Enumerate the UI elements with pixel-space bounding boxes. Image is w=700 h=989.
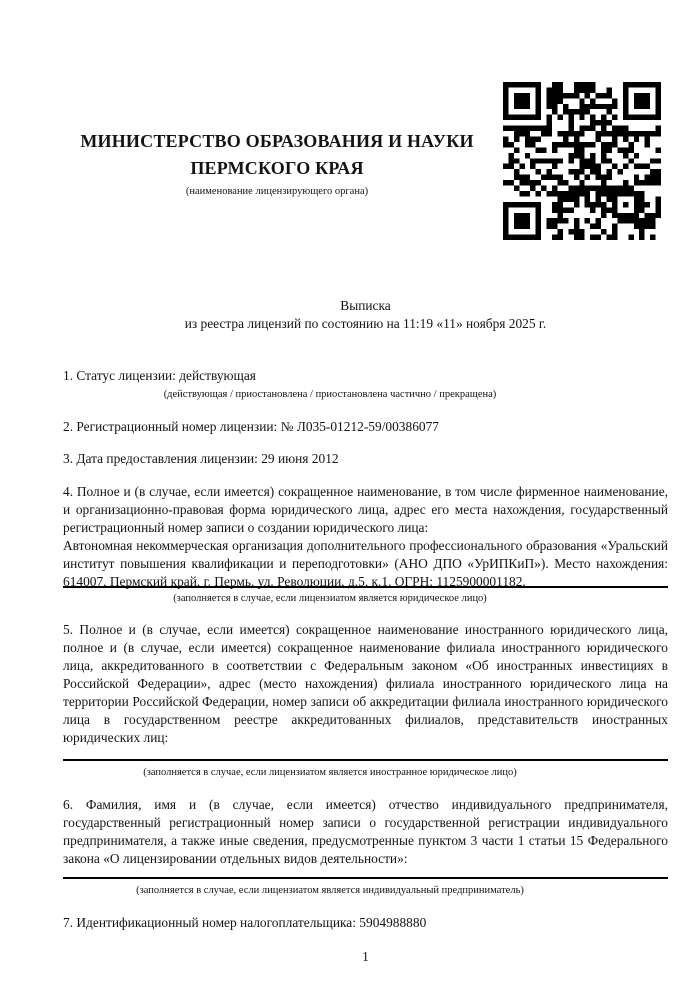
item-individual-entrepreneur-heading: 6. Фамилия, имя и (в случае, если имеется) отчество индивидуального предпринимателя, государственный регистрационный номер записи о государственной регистрации индивидуального предпринимателя, а также иные сведения, предусмотренные пунктом 3 части 1 статьи 15 Федерального закона «О лицензировании отдельных видов деятельности»: [63, 797, 668, 866]
ministry-name-line1: МИНИСТЕРСТВО ОБРАЗОВАНИЯ И НАУКИ [80, 131, 474, 151]
ministry-name-line2: ПЕРМСКОГО КРАЯ [190, 158, 364, 178]
qr-code [503, 82, 661, 240]
item-legal-entity-heading: 4. Полное и (в случае, если имеется) сокращенное наименование, в том числе фирменное наименование, и организационно-правовая форма юридического лица, адрес его места нахождения, государственный регистрационный номер записи о создании юридического лица: [63, 484, 668, 535]
divider-foreign-entity [63, 759, 668, 761]
item-legal-entity-value: Автономная некоммерческая организация дополнительного профессионального образования «Уральский институт повышения квалификации и переподготовки» (АНО ДПО «УрИПКиП»). Место нахождения: 614007, Пермский край, г. Пермь, ул. Революции, д.5, к.1. ОГРН: 1125900001182. [63, 538, 668, 589]
item-license-status: 1. Статус лицензии: действующая [63, 368, 256, 383]
item-foreign-entity-heading: 5. Полное и (в случае, если имеется) сокращенное наименование иностранного юридического лица, полное и (в случае, если имеется) сокращенное наименование филиала иностранного юридического лица, аккредитованного в соответствии с Федеральным законом «Об иностранных инвестициях в Российской Федерации», адрес (место нахождения) филиала иностранного юридического лица на территории Российской Федерации, номер записи об аккредитации филиала иностранного юридического лица в государственном реестре аккредитованных филиалов, представительств иностранных юридических лиц: [63, 622, 668, 745]
item-legal-entity-note: (заполняется в случае, если лицензиатом является юридическое лицо) [173, 593, 487, 604]
item-taxpayer-id: 7. Идентификационный номер налогоплательщика: 5904988880 [63, 915, 427, 930]
item-registration-number: 2. Регистрационный номер лицензии: № Л035-01212-59/00386077 [63, 419, 439, 434]
item-license-grant-date: 3. Дата предоставления лицензии: 29 июня 2012 [63, 451, 339, 466]
document-title-line2: из реестра лицензий по состоянию на 11:19 «11» ноября 2025 г. [184, 316, 547, 331]
item-foreign-entity-note: (заполняется в случае, если лицензиатом является иностранное юридическое лицо) [143, 767, 517, 778]
page-number: 1 [362, 949, 369, 964]
document-title-line1: Выписка [340, 298, 391, 313]
document-title [63, 297, 668, 333]
divider-individual-entrepreneur [63, 877, 668, 879]
item-license-status-note: (действующая / приостановлена / приостановлена частично / прекращена) [163, 389, 497, 400]
ministry-header [63, 128, 491, 198]
document-body [63, 297, 668, 966]
item-individual-entrepreneur-note: (заполняется в случае, если лицензиатом является индивидуальный предприниматель) [136, 885, 524, 896]
ministry-name-note: (наименование лицензирующего органа) [185, 186, 369, 197]
ministry-name [63, 128, 491, 182]
